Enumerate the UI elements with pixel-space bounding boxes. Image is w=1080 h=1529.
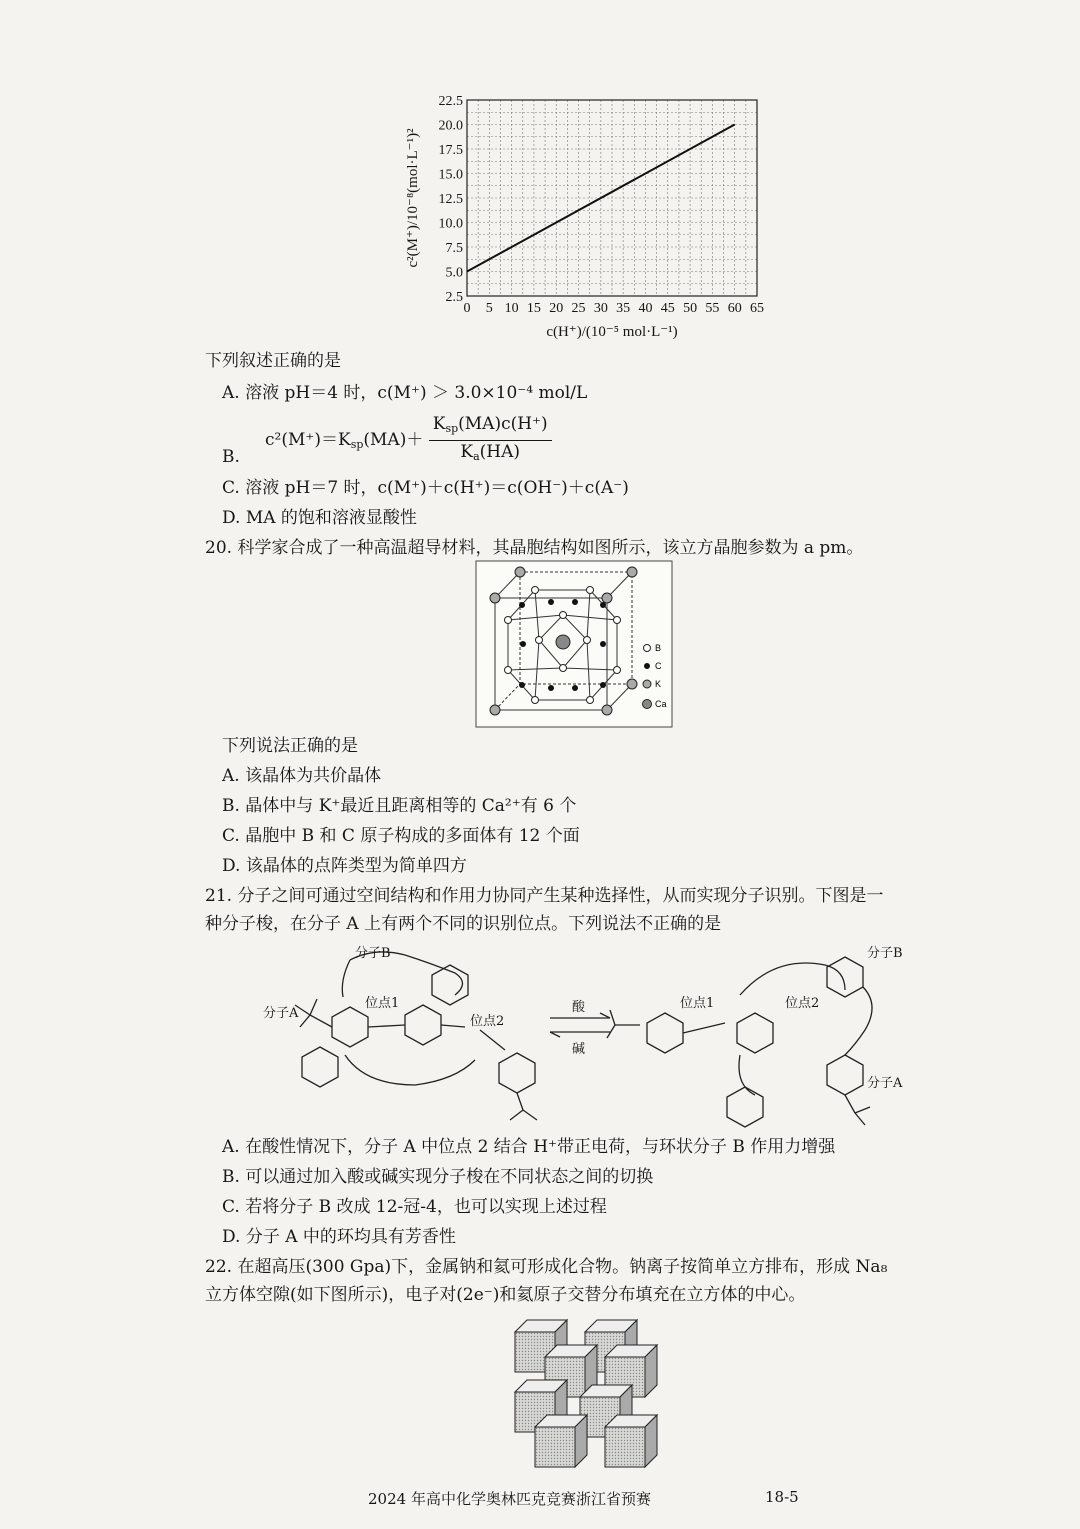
footer-title: 2024 年高中化学奥林匹克竞赛浙江省预赛 xyxy=(368,1490,651,1508)
x-tick-label: 45 xyxy=(660,301,675,316)
x-tick-label: 5 xyxy=(485,301,493,316)
y-tick-label: 5.0 xyxy=(445,265,463,281)
y-tick-label: 7.5 xyxy=(445,241,463,256)
q20-option-b: B. 晶体中与 K⁺最近且距离相等的 Ca²⁺有 6 个 xyxy=(222,796,577,816)
label-acid: 酸 xyxy=(572,1000,586,1015)
y-tick-label: 22.5 xyxy=(438,94,463,109)
fraction-numerator xyxy=(429,413,552,441)
formula-lhs-sub: sp xyxy=(350,438,364,451)
y-tick-label: 12.5 xyxy=(438,192,463,207)
q20-option-c: C. 晶胞中 B 和 C 原子构成的多面体有 12 个面 xyxy=(222,826,580,846)
q19-option-c: C. 溶液 pH＝7 时，c(M⁺)＋c(H⁺)＝c(OH⁻)＋c(A⁻) xyxy=(222,478,629,498)
q19-option-b-label: B. xyxy=(222,447,240,467)
legend-k: K xyxy=(655,679,662,689)
q20-stem: 20. 科学家合成了一种高温超导材料，其晶胞结构如图所示，该立方晶胞参数为 a pm。 xyxy=(205,538,864,558)
q21-stem-line2: 种分子梭，在分子 A 上有两个不同的识别位点。下列说法不正确的是 xyxy=(205,914,722,934)
y-tick-label: 20.0 xyxy=(438,118,463,134)
q21-option-c: C. 若将分子 B 改成 12-冠-4，也可以实现上述过程 xyxy=(222,1197,607,1217)
den-sub: a xyxy=(473,450,480,463)
fraction xyxy=(429,413,552,468)
label-site1-left: 位点1 xyxy=(365,996,400,1011)
q21-option-a: A. 在酸性情况下，分子 A 中位点 2 结合 H⁺带正电荷，与环状分子 B 作用力增强 xyxy=(222,1137,836,1157)
q21-option-b: B. 可以通过加入酸或碱实现分子梭在不同状态之间的切换 xyxy=(222,1167,654,1187)
q20-option-a: A. 该晶体为共价晶体 xyxy=(222,766,382,786)
x-tick-label: 25 xyxy=(571,301,586,316)
y-axis-label: c²(M⁺)/10⁻⁸(mol·L⁻¹)² xyxy=(405,128,421,268)
formula-lhs-tail: (MA)＋ xyxy=(363,430,424,450)
x-tick-label: 0 xyxy=(463,301,471,316)
q19-option-d: D. MA 的饱和溶液显酸性 xyxy=(222,508,417,528)
x-tick-label: 55 xyxy=(705,301,720,316)
cube-stack xyxy=(515,1320,657,1467)
q19-option-b-formula xyxy=(265,413,552,468)
x-tick-label: 50 xyxy=(683,301,698,316)
x-axis-label: c(H⁺)/(10⁻⁵ mol·L⁻¹) xyxy=(546,324,678,340)
label-molecule-a-left: 分子A xyxy=(263,1006,299,1021)
q19-option-a: A. 溶液 pH＝4 时，c(M⁺) ＞ 3.0×10⁻⁴ mol/L xyxy=(222,383,588,403)
y-tick-label: 17.5 xyxy=(438,143,463,158)
calcium-atom xyxy=(556,635,570,649)
label-molecule-a-right: 分子A xyxy=(867,1076,903,1091)
x-tick-label: 65 xyxy=(750,301,764,316)
footer-page-number: 18-5 xyxy=(765,1488,799,1506)
q22-stem-line2: 立方体空隙(如下图所示)，电子对(2e⁻)和氦原子交替分布填充在立方体的中心。 xyxy=(205,1285,806,1305)
label-molecule-b-left: 分子B xyxy=(355,946,391,961)
label-site2-left: 位点2 xyxy=(470,1014,505,1029)
q19-stem: 下列叙述正确的是 xyxy=(205,351,341,371)
label-base: 碱 xyxy=(572,1042,586,1057)
den-k: K xyxy=(460,442,474,462)
fraction-denominator xyxy=(429,441,552,468)
x-tick-label: 30 xyxy=(593,301,608,316)
molecular-shuttle-diagram xyxy=(255,935,935,1130)
y-tick-label: 2.5 xyxy=(445,290,463,305)
formula-lhs: c²(M⁺)＝K xyxy=(265,430,351,450)
legend-c: C xyxy=(655,661,662,671)
equilibrium-arrows xyxy=(550,1013,610,1037)
label-site2-right: 位点2 xyxy=(785,996,820,1011)
num-tail: (MA)c(H⁺) xyxy=(458,414,548,434)
q21-stem-line1: 21. 分子之间可通过空间结构和作用力协同产生某种选择性，从而实现分子识别。下图是一 xyxy=(205,886,884,906)
x-tick-label: 35 xyxy=(616,301,631,316)
num-sub: sp xyxy=(445,422,459,435)
num-k: K xyxy=(432,414,446,434)
den-tail: (HA) xyxy=(479,442,521,462)
x-tick-label: 10 xyxy=(504,301,519,316)
legend-b: B xyxy=(655,643,662,653)
label-site1-right: 位点1 xyxy=(680,996,715,1011)
q20-question: 下列说法正确的是 xyxy=(222,736,358,756)
q21-option-d: D. 分子 A 中的环均具有芳香性 xyxy=(222,1227,456,1247)
right-structure xyxy=(607,957,872,1127)
na8-cube-stack-diagram xyxy=(505,1310,675,1475)
q22-stem-line1: 22. 在超高压(300 Gpa)下，金属钠和氦可形成化合物。钠离子按简单立方排布，形成 Na₈ xyxy=(205,1257,888,1277)
x-tick-label: 60 xyxy=(727,301,742,316)
left-structure xyxy=(295,952,537,1120)
q20-option-d: D. 该晶体的点阵类型为简单四方 xyxy=(222,856,467,876)
label-molecule-b-right: 分子B xyxy=(867,946,903,961)
x-tick-label: 40 xyxy=(638,301,653,316)
line-chart xyxy=(395,88,775,348)
x-tick-label: 20 xyxy=(549,301,564,316)
crystal-cell-diagram xyxy=(475,560,675,730)
legend-ca: Ca xyxy=(655,699,667,709)
y-tick-label: 15.0 xyxy=(438,167,463,183)
x-tick-label: 15 xyxy=(526,301,541,316)
y-tick-label: 10.0 xyxy=(438,216,463,232)
